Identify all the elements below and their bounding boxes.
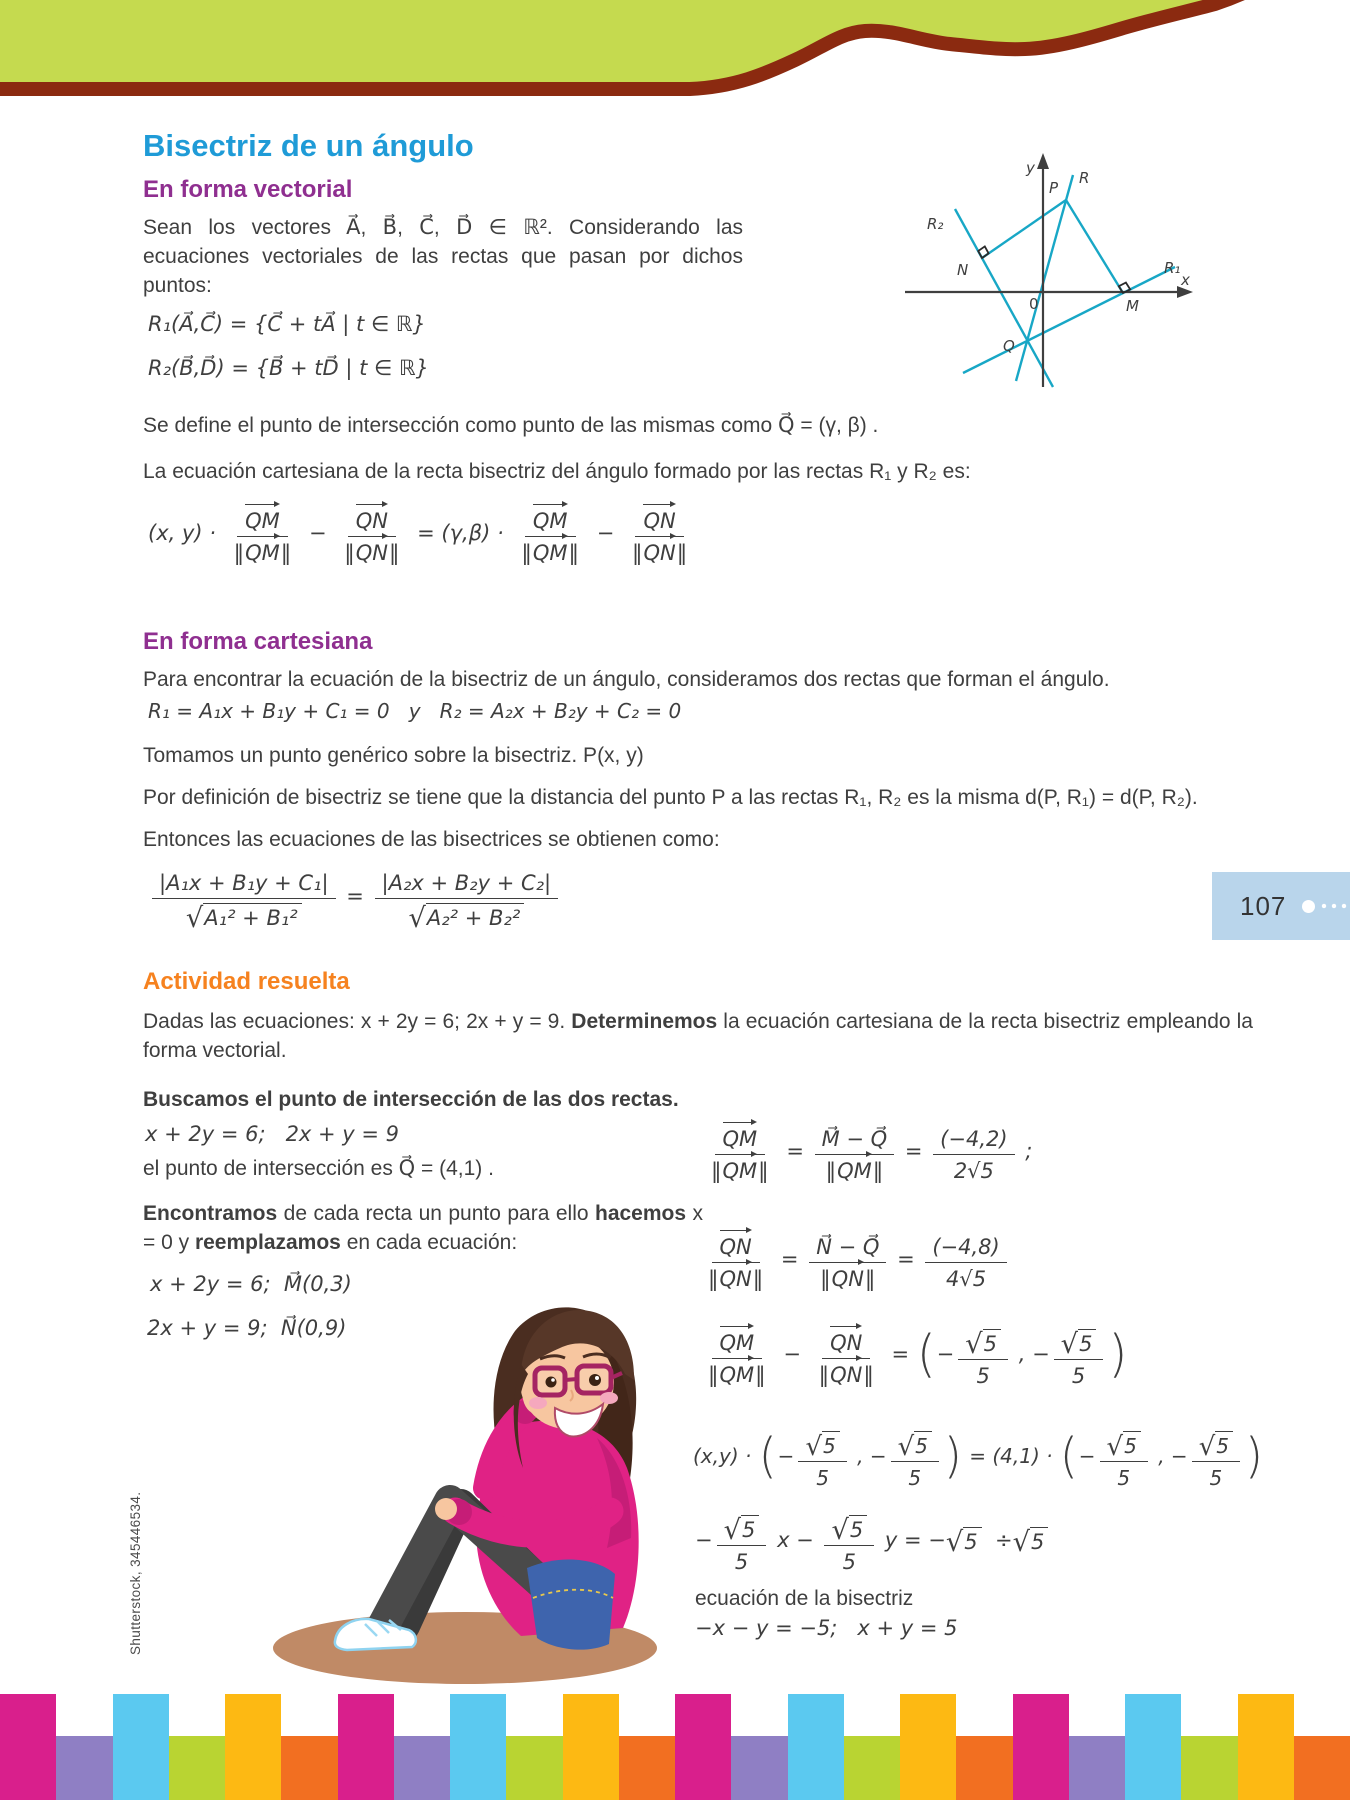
footer-bar	[281, 1736, 337, 1800]
heading-actividad-resuelta: Actividad resuelta	[143, 968, 350, 995]
footer-bar	[844, 1736, 900, 1800]
footer-bar	[1181, 1736, 1237, 1800]
label-x-axis: x	[1181, 271, 1190, 289]
paragraph-para-encontrar: Para encontrar la ecuación de la bisectriz de un ángulo, consideramos dos rectas que forman el ángulo.	[143, 668, 1110, 691]
y-axis-arrow	[1037, 153, 1049, 169]
paragraph-se-define: Se define el punto de intersección como punto de las mismas como Q⃗ = (γ, β) .	[143, 414, 879, 437]
equation-simplificacion: − √ 5 5 x − √ 5 5 y = − √ 5 ÷ √ 5	[695, 1506, 1048, 1574]
label-ecuacion-bisectriz: ecuación de la bisectriz	[695, 1587, 914, 1610]
footer-bar	[225, 1694, 281, 1800]
footer-bar	[0, 1694, 56, 1800]
equation-rectas-generales: R₁ = A₁x + B₁y + C₁ = 0 y R₂ = A₂x + B₂y + C₂ = 0	[148, 699, 682, 723]
footer-bar	[113, 1694, 169, 1800]
footer-bar	[56, 1736, 112, 1800]
page-number: 107	[1240, 890, 1287, 921]
girl-blush-right	[600, 1392, 618, 1404]
girl-eye-glint-right	[595, 1376, 599, 1380]
line-R	[1016, 175, 1073, 381]
footer-bar	[338, 1694, 394, 1800]
paragraph-dadas-las-ecuaciones	[143, 1008, 1253, 1066]
paragraph-entonces: Entonces las ecuaciones de las bisectrices se obtienen como:	[143, 828, 720, 851]
header-wave	[0, 0, 1350, 110]
footer-bar	[169, 1736, 225, 1800]
girl-eye-right	[589, 1374, 601, 1386]
footer-bar	[900, 1694, 956, 1800]
equation-diferencia-unitarios: QM ‖ QM ‖ − QN ‖ QN ‖ = ( − √ 5 5 , − √ 5 5 )	[697, 1320, 1128, 1388]
equation-r2: R₂(B⃗,D⃗) = {B⃗ + tD⃗ | t ∈ ℝ}	[148, 356, 430, 380]
paragraph-punto-interseccion: el punto de intersección es Q⃗ = (4,1) .	[143, 1157, 494, 1180]
footer-bar	[731, 1736, 787, 1800]
equation-punto-N: 2x + y = 9; N⃗(0,9)	[147, 1316, 347, 1340]
paragraph-sean-los-vectores: Sean los vectores A⃗, B⃗, C⃗, D⃗ ∈ ℝ². Considerando las ecuaciones vectoriales de las rectas que pasan por dichos puntos:	[143, 216, 743, 297]
footer-bar	[619, 1736, 675, 1800]
encontramos-bold: Encontramos	[143, 1202, 278, 1225]
equation-bisectrices-cartesiana: |A₁x + B₁y + C₁| √ A₁² + B₁² = |A₂x + B₂y + C₂| √ A₂² + B₂²	[148, 862, 562, 930]
label-line-R2: R₂	[927, 215, 944, 233]
encontramos-text-3: en cada ecuación:	[340, 1230, 518, 1254]
intro-text-a: Dadas las ecuaciones: x + 2y = 6; 2x + y = 9.	[143, 1010, 572, 1033]
footer-bar	[1238, 1694, 1294, 1800]
intro-text-bold: Determinemos	[571, 1010, 718, 1033]
label-line-R: R	[1079, 169, 1090, 187]
footer-bar	[506, 1736, 562, 1800]
angle-bisector-diagram	[885, 125, 1195, 395]
paragraph-por-definicion: Por definición de bisectriz se tiene que la distancia del punto P a las rectas R₁, R₂ es la misma d(P, R₁) = d(P, R₂).	[143, 786, 1198, 809]
equation-producto-punto: (x,y) · ( − √ 5 5 , − √ 5 5 ) = (4,1) · ( − √ 5 5 , − √ 5 5 )	[693, 1422, 1264, 1490]
paragraph-la-ecuacion: La ecuación cartesiana de la recta bisectriz del ángulo formado por las rectas R₁ y R₂ es:	[143, 460, 971, 483]
paragraph-tomamos: Tomamos un punto genérico sobre la bisectriz. P(x, y)	[143, 744, 644, 767]
equation-r1: R₁(A⃗,C⃗) = {C⃗ + tA⃗ | t ∈ ℝ}	[148, 312, 426, 336]
footer-bars	[0, 1694, 1350, 1800]
footer-bar	[1125, 1694, 1181, 1800]
girl-denim-shorts	[527, 1559, 615, 1649]
equation-bisectriz-vectorial: (x, y) · QM ‖ QM ‖ − QN ‖ QN ‖ = (γ,β) · QM ‖ QM ‖ − QN ‖ QN ‖	[148, 500, 698, 565]
footer-bar	[675, 1694, 731, 1800]
hacemos-bold: hacemos	[595, 1202, 687, 1225]
page-title: Bisectriz de un ángulo	[143, 128, 474, 163]
girl-eye-glint-left	[551, 1378, 555, 1382]
paragraph-encontramos	[143, 1200, 703, 1258]
equation-QM-unitario: QM ‖ QM ‖ = M⃗ − Q⃗ ‖ QM ‖ = $\frac{(-4,2)}{2√5}$ ;	[700, 1118, 1032, 1183]
footer-bar	[788, 1694, 844, 1800]
label-origin: 0	[1029, 295, 1039, 313]
heading-en-forma-vectorial: En forma vectorial	[143, 176, 353, 203]
footer-bar	[1294, 1736, 1350, 1800]
segment-PM	[1066, 200, 1123, 293]
girl-blush-left	[529, 1397, 547, 1409]
label-point-N: N	[957, 261, 969, 279]
footer-bar	[1013, 1694, 1069, 1800]
image-credit: Shutterstock, 345446534.	[128, 1491, 143, 1655]
girl-illustration	[265, 1296, 675, 1696]
label-point-Q: Q	[1003, 337, 1015, 355]
equation-QN-unitario: QN ‖ QN ‖ = N⃗ − Q⃗ ‖ QN ‖ = $\frac{(-4,8)}{4√5}$	[697, 1226, 1011, 1291]
footer-bar	[450, 1694, 506, 1800]
footer-bar	[1069, 1736, 1125, 1800]
girl-eye-left	[546, 1377, 557, 1388]
page-number-tab	[1212, 872, 1350, 940]
footer-bar	[394, 1736, 450, 1800]
encontramos-text-1: de cada recta un punto para ello	[277, 1202, 595, 1225]
label-y-axis: y	[1026, 159, 1035, 177]
reemplazamos-bold: reemplazamos	[194, 1230, 341, 1254]
encontramos-text-2: x = 0 y	[143, 1202, 703, 1254]
girl-hand-on-knee	[435, 1498, 457, 1520]
label-point-M: M	[1126, 297, 1139, 315]
label-line-R1: R₁	[1164, 259, 1181, 277]
paragraph-buscamos: Buscamos el punto de intersección de las dos rectas.	[143, 1088, 679, 1111]
tab-dotted-line	[1319, 903, 1350, 909]
intro-text-c: la ecuación cartesiana de la recta bisectriz empleando la forma vectorial.	[143, 1010, 1253, 1062]
equation-sistema: x + 2y = 6; 2x + y = 9	[145, 1122, 400, 1146]
equation-resultado-final: −x − y = −5; x + y = 5	[695, 1616, 958, 1640]
tab-dot	[1302, 900, 1315, 913]
label-point-P: P	[1049, 179, 1059, 197]
heading-en-forma-cartesiana: En forma cartesiana	[143, 628, 373, 655]
equation-punto-M: x + 2y = 6; M⃗(0,3)	[150, 1272, 352, 1296]
footer-bar	[563, 1694, 619, 1800]
footer-bar	[956, 1736, 1012, 1800]
